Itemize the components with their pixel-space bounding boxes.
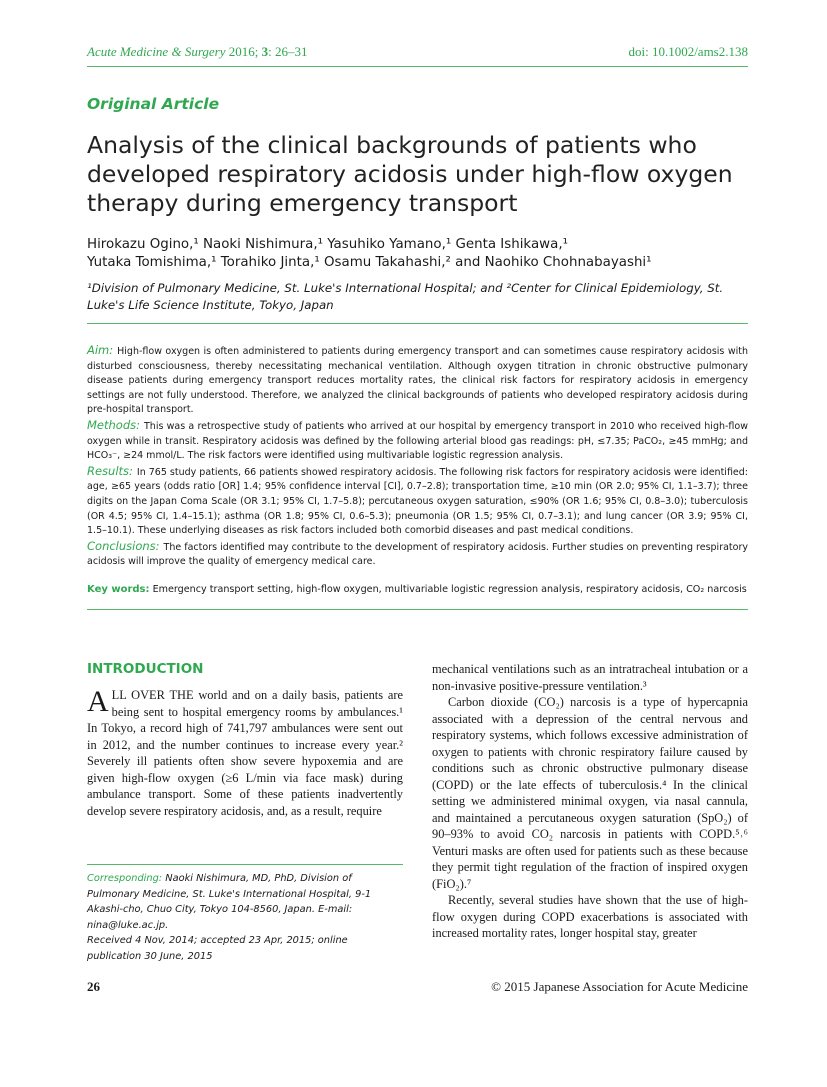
- abstract-results: [87, 464, 748, 539]
- affiliations: ¹Division of Pulmonary Medicine, St. Luke's International Hospital; and ²Center for Clinical Epidemiology, St. Luke's Life Science Institute, Tokyo, Japan: [87, 281, 724, 312]
- authors: [87, 236, 748, 272]
- abstract-text: The factors identified may contribute to the development of respiratory acidosis. Further studies on preventing respiratory acidosis will improve the quality of emergency medical care.: [87, 541, 748, 568]
- abstract-heading: Conclusions:: [87, 538, 160, 553]
- header-rule: [87, 66, 748, 67]
- footnote-received: Received 4 Nov, 2014; accepted 23 Apr, 2015; online publication 30 June, 2015: [87, 935, 348, 962]
- paragraph: mechanical ventilations such as an intratracheal intubation or a non-invasive positive-pressure ventilation.³: [432, 662, 748, 693]
- right-column: [432, 661, 748, 942]
- keywords: [87, 583, 748, 597]
- abstract-methods: [87, 418, 748, 464]
- section-heading: INTRODUCTION: [87, 661, 204, 677]
- abstract-heading: Results:: [87, 463, 133, 478]
- doi[interactable]: doi: 10.1002/ams2.138: [628, 44, 748, 59]
- journal-citation: [87, 44, 308, 60]
- paragraph: [87, 687, 403, 819]
- article-title: Analysis of the clinical backgrounds of patients who developed respiratory acidosis under high-flow oxygen therapy during emergency transport: [87, 131, 733, 217]
- abstract-text: High-flow oxygen is often administered to patients during emergency transport and can sometimes cause respiratory acidosis with disturbed consciousness, thereby necessitating mechanical ventilation. Although oxygen titration in chronic obstructive pulmonary disease patients during emergency transport reduces mortality rates, the clinical risk factors for respiratory acidosis in emergency settings are not fully understood. Therefore, we analyzed the clinical backgrounds of patients who developed respiratory acidosis during pre-hospital transport.: [87, 346, 748, 416]
- abstract-heading: Methods:: [87, 417, 140, 432]
- abstract-bottom-rule: [87, 609, 748, 610]
- left-column: [87, 687, 403, 819]
- keywords-heading: Key words:: [87, 584, 150, 595]
- journal-year: 2016;: [225, 44, 262, 59]
- keywords-text: Emergency transport setting, high-flow oxygen, multivariable logistic regression analysis, respiratory acidosis, CO₂ narcosis: [152, 584, 747, 595]
- paragraph: Recently, several studies have shown that the use of high-flow oxygen during COPD exacerbations is associated with increased mortality rates, longer hospital stay, greater: [432, 893, 748, 940]
- abstract-top-rule: [87, 323, 748, 324]
- article-type: Original Article: [87, 95, 220, 113]
- paragraph-text: LL OVER THE world and on a daily basis, patients are being sent to hospital emergency rooms by ambulances.¹ In Tokyo, a record high of 741,797 ambulances were sent out in 2012, and the number continues to increase every year.² Severely ill patients often show severe hypoxemia and are given high-flow oxygen (≥6 L/min via face mask) during ambulance transport. Some of these patients inadvertently develop severe respiratory acidosis, and, as a result, require: [87, 688, 403, 818]
- footnote-rule: [87, 864, 403, 865]
- abstract-conclusions: [87, 539, 748, 570]
- abstract-heading: Aim:: [87, 343, 114, 357]
- journal-name: Acute Medicine & Surgery: [87, 44, 226, 59]
- authors-line: Yutaka Tomishima,¹ Torahiko Jinta,¹ Osamu Takahashi,² and Naohiko Chohnabayashi¹: [87, 255, 652, 270]
- journal-pages: : 26–31: [268, 44, 308, 59]
- copyright: © 2015 Japanese Association for Acute Medicine: [491, 979, 748, 994]
- paragraph: Carbon dioxide (CO₂) narcosis is a type of hypercapnia associated with a depression of the central nervous and respiratory systems, which follows excessive administration of oxygen to patients with chronic respiratory failure caused by conditions such as chronic obstructive pulmonary disease (COPD) or the late effects of tuberculosis.⁴ In the clinical setting we administered minimal oxygen, via nasal cannula, and maintained a percutaneous oxygen saturation (SpO₂) of 90–93% to avoid CO₂ narcosis in patients with COPD.⁵˒⁶ Venturi masks are often used for patients such as these because they permit tight regulation of the fraction of inspired oxygen (FiO₂).⁷: [432, 695, 748, 891]
- footnote-text: Naoki Nishimura, MD, PhD, Division of Pulmonary Medicine, St. Luke's International Hospital, 9-1 Akashi-cho, Chuo City, Tokyo 104-8560, Japan. E-mail: nina@luke.ac.jp.: [87, 873, 372, 931]
- drop-cap: A: [87, 685, 109, 718]
- correspondence-footnote: [87, 871, 405, 964]
- abstract-aim: [87, 343, 748, 418]
- footnote-label: Corresponding:: [87, 873, 163, 884]
- abstract-text: In 765 study patients, 66 patients showed respiratory acidosis. The following risk factors for respiratory acidosis were identified: age, ≥65 years (odds ratio [OR] 1.4; 95% confidence interval [CI], 0.7–2.8); transportation time, ≥10 min (OR 2.0; 95% CI, 1.1–3.7); three digits on the Japan Coma Scale (OR 3.1; 95% CI, 1.7–5.8); percutaneous oxygen saturation, ≤90% (OR 1.6; 95% CI, 0.8–3.0); tuberculosis (OR 4.5; 95% CI, 1.4–15.1); asthma (OR 1.8; 95% CI, 0.6–5.3); pneumonia (OR 1.5; 95% CI, 0.7–3.1); and lung cancer (OR 3.9; 95% CI, 1.5–10.1). These underlying diseases as risk factors included both comorbid diseases and past medical conditions.: [87, 466, 748, 537]
- page-number: 26: [87, 979, 100, 994]
- authors-line: Hirokazu Ogino,¹ Naoki Nishimura,¹ Yasuhiko Yamano,¹ Genta Ishikawa,¹: [87, 237, 568, 252]
- journal-volume: 3: [261, 44, 269, 59]
- abstract-text: This was a retrospective study of patients who arrived at our hospital by emergency transport in 2010 who received high-flow oxygen while in transit. Respiratory acidosis was defined by the following arterial blood gas readings: pH, ≤7.35; PaCO₂, ≥45 mmHg; and HCO₃⁻, ≥24 mmol/L. The risk factors were identified using multivariable logistic regression analysis.: [87, 420, 748, 462]
- abstract: [87, 343, 748, 570]
